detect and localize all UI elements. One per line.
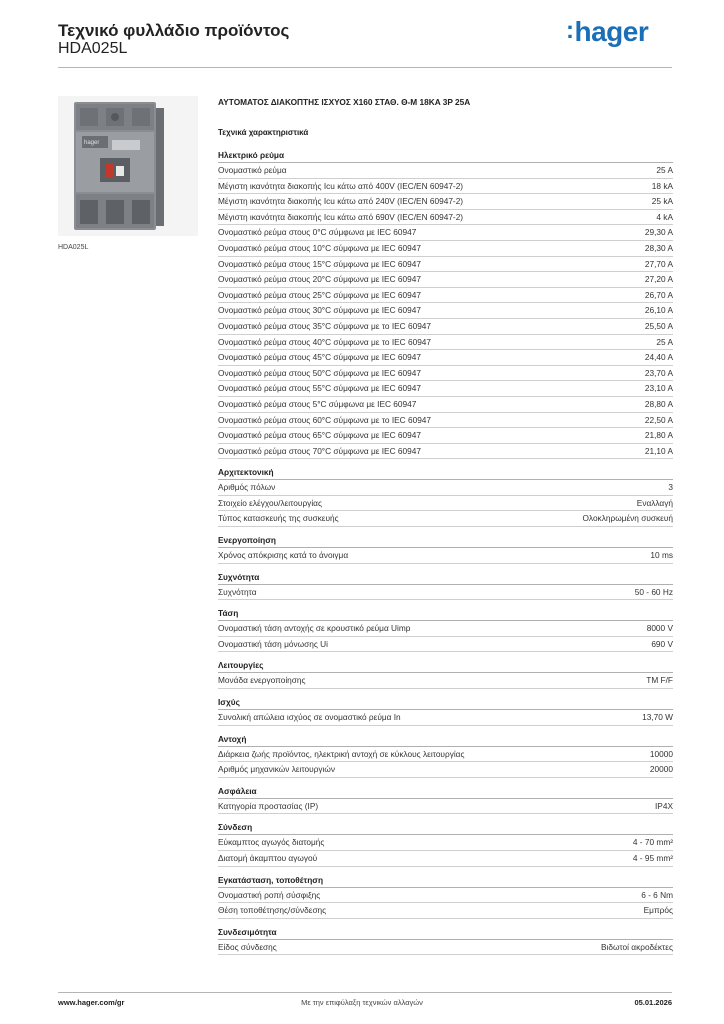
spec-value: 13,70 W: [642, 712, 673, 723]
spec-label: Εύκαμπτος αγωγός διατομής: [218, 837, 325, 848]
spec-label: Ονομαστική τάση μόνωσης Ui: [218, 638, 328, 649]
spec-value: 26,10 A: [644, 305, 673, 316]
spec-section: [218, 785, 673, 815]
spec-row: [218, 210, 673, 226]
spec-label: Ονομαστικό ρεύμα στους 40°C σύμφωνα με το IEC 60947: [218, 336, 432, 347]
spec-value: 25 A: [656, 336, 673, 347]
section-title: Ενεργοποίηση: [218, 534, 673, 548]
spec-section: [218, 696, 673, 726]
spec-row: [218, 747, 673, 763]
spec-label: Ονομαστικό ρεύμα στους 25°C σύμφωνα με IEC 60947: [218, 289, 421, 300]
image-caption: HDA025L: [58, 244, 89, 251]
hager-logo[interactable]: [566, 16, 648, 48]
spec-label: Ονομαστικό ρεύμα στους 60°C σύμφωνα με το IEC 60947: [218, 414, 432, 425]
spec-section: [218, 821, 673, 866]
section-title: Ηλεκτρικό ρεύμα: [218, 149, 673, 163]
spec-value: 690 V: [651, 638, 673, 649]
footer-url-link[interactable]: www.hager.com/gr: [58, 998, 125, 1007]
spec-value: IP4X: [655, 800, 673, 811]
spec-value: 28,80 A: [644, 398, 673, 409]
spec-value: 10 ms: [650, 550, 673, 561]
spec-row: [218, 480, 673, 496]
spec-row: [218, 444, 673, 460]
spec-row: [218, 288, 673, 304]
spec-value: Ολοκληρωμένη συσκευή: [582, 513, 673, 524]
product-name: ΑΥΤΟΜΑΤΟΣ ΔΙΑΚΟΠΤΗΣ ΙΣΧΥΟΣ X160 ΣΤΑΘ. Θ-Μ 18KA 3P 25A: [218, 97, 471, 107]
spec-label: Είδος σύνδεσης: [218, 941, 277, 952]
spec-section: [218, 926, 673, 956]
product-code: HDA025L: [58, 40, 128, 57]
spec-section: [218, 571, 673, 601]
spec-value: 4 - 95 mm²: [632, 853, 673, 863]
spec-value: 8000 V: [646, 623, 673, 634]
spec-label: Μέγιστη ικανότητα διακοπής Icu κάτω από 690V (IEC/EN 60947-2): [218, 211, 464, 222]
circuit-breaker-image: [58, 96, 198, 236]
spec-row: [218, 303, 673, 319]
document-title: Τεχνικό φυλλάδιο προϊόντος: [58, 21, 290, 40]
spec-value: 22,50 A: [644, 414, 673, 425]
spec-label: Χρόνος απόκρισης κατά το άνοιγμα: [218, 550, 349, 561]
spec-row: [218, 710, 673, 726]
spec-label: Μέγιστη ικανότητα διακοπής Icu κάτω από 240V (IEC/EN 60947-2): [218, 196, 464, 207]
spec-row: [218, 319, 673, 335]
spec-row: [218, 257, 673, 273]
spec-row: [218, 835, 673, 851]
spec-label: Κατηγορία προστασίας (IP): [218, 800, 319, 811]
spec-row: [218, 548, 673, 564]
spec-sections: [218, 149, 673, 955]
spec-label: Ονομαστική ροπή σύσφιξης: [218, 889, 321, 900]
spec-row: [218, 179, 673, 195]
spec-label: Θέση τοποθέτησης/σύνδεσης: [218, 905, 327, 916]
spec-row: [218, 350, 673, 366]
spec-row: [218, 673, 673, 689]
spec-label: Ονομαστικό ρεύμα στους 0°C σύμφωνα με IEC 60947: [218, 227, 417, 238]
spec-value: 29,30 A: [644, 227, 673, 238]
spec-row: [218, 903, 673, 919]
spec-value: 50 - 60 Hz: [634, 586, 673, 597]
spec-value: 10000: [649, 748, 673, 759]
spec-section: [218, 534, 673, 564]
section-title: Ισχύς: [218, 696, 673, 710]
spec-value: 25,50 A: [644, 320, 673, 331]
spec-value: 27,70 A: [644, 258, 673, 269]
spec-label: Συνολική απώλεια ισχύος σε ονομαστικό ρεύμα In: [218, 712, 401, 723]
image-brand-label: hager: [84, 140, 100, 146]
spec-label: Ονομαστικό ρεύμα στους 50°C σύμφωνα με IEC 60947: [218, 367, 421, 378]
spec-value: 25 A: [656, 165, 673, 175]
spec-label: Αριθμός μηχανικών λειτουργιών: [218, 764, 336, 775]
spec-value: 25 kA: [651, 196, 673, 207]
spec-row: [218, 940, 673, 956]
spec-value: 18 kA: [651, 180, 673, 191]
spec-label: Στοιχείο ελέγχου/λειτουργίας: [218, 497, 322, 508]
spec-row: [218, 194, 673, 210]
footer-note: Με την επιφύλαξη τεχνικών αλλαγών: [301, 998, 423, 1007]
spec-value: 21,10 A: [644, 445, 673, 456]
footer-date: 05.01.2026: [634, 998, 672, 1007]
spec-label: Ονομαστικό ρεύμα στους 20°C σύμφωνα με IEC 60947: [218, 274, 421, 285]
spec-value: 4 kA: [656, 211, 673, 222]
section-title: Λειτουργίες: [218, 659, 673, 673]
spec-label: Μονάδα ενεργοποίησης: [218, 675, 306, 686]
spec-value: 27,20 A: [644, 274, 673, 285]
spec-row: [218, 496, 673, 512]
spec-row: [218, 762, 673, 778]
spec-label: Διατομή άκαμπτου αγωγού: [218, 853, 318, 863]
spec-row: [218, 428, 673, 444]
spec-row: [218, 366, 673, 382]
spec-value: Εναλλαγή: [636, 497, 673, 508]
spec-label: Ονομαστικό ρεύμα στους 10°C σύμφωνα με IEC 60947: [218, 242, 421, 253]
header-divider: [58, 67, 672, 68]
spec-row: [218, 888, 673, 904]
spec-row: [218, 163, 673, 179]
section-title: Τάση: [218, 607, 673, 621]
spec-row: [218, 585, 673, 601]
spec-value: 20000: [649, 764, 673, 775]
spec-value: 23,70 A: [644, 367, 673, 378]
spec-row: [218, 225, 673, 241]
spec-label: Ονομαστικό ρεύμα στους 5°C σύμφωνα με IEC 60947: [218, 398, 417, 409]
section-title: Σύνδεση: [218, 821, 673, 835]
section-title: Συχνότητα: [218, 571, 673, 585]
spec-row: [218, 851, 673, 867]
spec-label: Διάρκεια ζωής προϊόντος, ηλεκτρική αντοχή σε κύκλους λειτουργίας: [218, 748, 465, 759]
spec-label: Μέγιστη ικανότητα διακοπής Icu κάτω από 400V (IEC/EN 60947-2): [218, 180, 464, 191]
spec-label: Ονομαστικό ρεύμα στους 65°C σύμφωνα με IEC 60947: [218, 430, 421, 441]
footer-divider: [58, 992, 672, 993]
spec-value: 3: [668, 482, 673, 493]
spec-section: [218, 874, 673, 919]
spec-row: [218, 413, 673, 429]
spec-row: [218, 397, 673, 413]
spec-content: [218, 97, 673, 962]
spec-value: 24,40 A: [644, 352, 673, 363]
logo-text: hager: [574, 16, 649, 47]
spec-value: 23,10 A: [644, 383, 673, 394]
logo-dots-icon: :: [566, 17, 574, 44]
spec-value: 6 - 6 Nm: [641, 889, 673, 900]
spec-label: Ονομαστικό ρεύμα στους 30°C σύμφωνα με IEC 60947: [218, 305, 421, 316]
section-title: Συνδεσιμότητα: [218, 926, 673, 940]
spec-label: Ονομαστικό ρεύμα στους 70°C σύμφωνα με IEC 60947: [218, 445, 421, 456]
spec-row: [218, 381, 673, 397]
section-title: Εγκατάσταση, τοποθέτηση: [218, 874, 673, 888]
spec-label: Ονομαστικό ρεύμα στους 15°C σύμφωνα με IEC 60947: [218, 258, 421, 269]
section-title: Αρχιτεκτονική: [218, 466, 673, 480]
spec-section: [218, 733, 673, 778]
spec-row: [218, 241, 673, 257]
spec-label: Ονομαστικό ρεύμα στους 45°C σύμφωνα με IEC 60947: [218, 352, 421, 363]
spec-label: Συχνότητα: [218, 586, 257, 597]
spec-section: [218, 466, 673, 527]
spec-value: TM F/F: [646, 675, 673, 686]
spec-section: [218, 607, 673, 652]
spec-label: Ονομαστικό ρεύμα στους 55°C σύμφωνα με IEC 60947: [218, 383, 421, 394]
spec-label: Ονομαστικό ρεύμα στους 35°C σύμφωνα με το IEC 60947: [218, 320, 432, 331]
spec-value: 28,30 A: [644, 242, 673, 253]
spec-row: [218, 272, 673, 288]
spec-row: [218, 637, 673, 653]
spec-label: Ονομαστικό ρεύμα: [218, 165, 287, 175]
spec-label: Τύπος κατασκευής της συσκευής: [218, 513, 339, 524]
spec-label: Ονομαστική τάση αντοχής σε κρουστικό ρεύμα Uimp: [218, 623, 411, 634]
spec-row: [218, 335, 673, 351]
spec-value: Βιδωτοί ακροδέκτες: [601, 941, 673, 952]
spec-value: Εμπρός: [643, 905, 673, 916]
spec-row: [218, 799, 673, 815]
section-title: Ασφάλεια: [218, 785, 673, 799]
tech-specs-title: Τεχνικά χαρακτηριστικά: [218, 128, 309, 137]
spec-row: [218, 511, 673, 527]
spec-section: [218, 659, 673, 689]
spec-value: 4 - 70 mm²: [632, 837, 673, 848]
spec-section: [218, 149, 673, 459]
spec-value: 26,70 A: [644, 289, 673, 300]
spec-value: 21,80 A: [644, 430, 673, 441]
section-title: Αντοχή: [218, 733, 673, 747]
spec-label: Αριθμός πόλων: [218, 482, 276, 493]
product-image: [58, 96, 198, 236]
spec-row: [218, 621, 673, 637]
